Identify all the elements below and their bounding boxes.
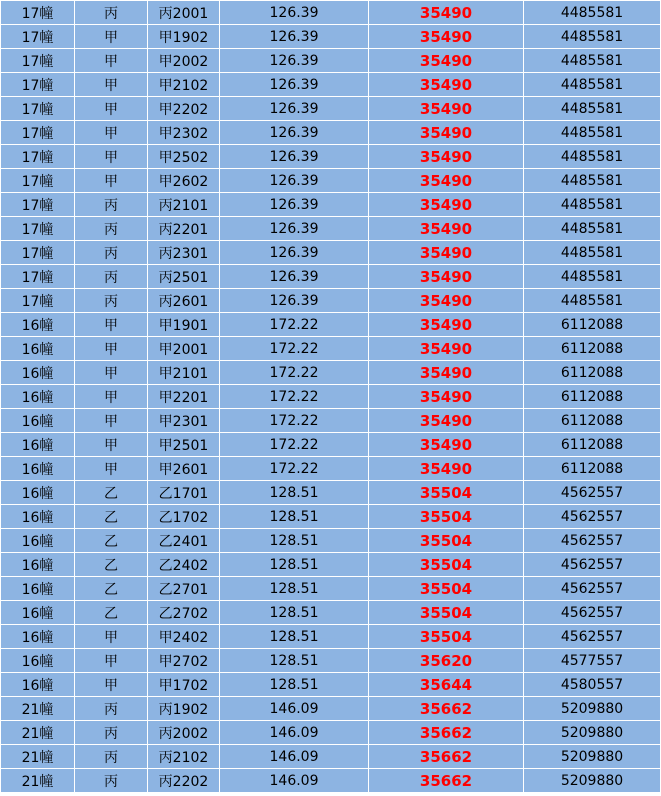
table-row bbox=[1, 313, 661, 337]
building-cell[interactable]: 16幢 bbox=[1, 361, 75, 385]
unit-cell[interactable]: 甲 bbox=[75, 433, 148, 457]
room-number-cell[interactable]: 丙2301 bbox=[148, 241, 220, 265]
room-number-cell[interactable]: 甲2202 bbox=[148, 97, 220, 121]
area-cell[interactable]: 126.39 bbox=[220, 145, 369, 169]
unit-cell[interactable]: 甲 bbox=[75, 673, 148, 697]
total-price-cell[interactable]: 6112088 bbox=[524, 433, 661, 457]
unit-cell[interactable]: 乙 bbox=[75, 553, 148, 577]
building-cell[interactable]: 16幢 bbox=[1, 409, 75, 433]
room-number-cell[interactable]: 丙2001 bbox=[148, 1, 220, 25]
unit-price-cell[interactable]: 35490 bbox=[369, 433, 524, 457]
table-row bbox=[1, 649, 661, 673]
area-cell[interactable]: 128.51 bbox=[220, 481, 369, 505]
room-number-cell[interactable]: 丙2601 bbox=[148, 289, 220, 313]
unit-price-cell[interactable]: 35504 bbox=[369, 529, 524, 553]
unit-cell[interactable]: 甲 bbox=[75, 457, 148, 481]
table-row bbox=[1, 241, 661, 265]
area-cell[interactable]: 128.51 bbox=[220, 673, 369, 697]
area-cell[interactable]: 172.22 bbox=[220, 385, 369, 409]
area-cell[interactable]: 128.51 bbox=[220, 577, 369, 601]
room-number-cell[interactable]: 甲2301 bbox=[148, 409, 220, 433]
area-cell[interactable]: 126.39 bbox=[220, 241, 369, 265]
building-cell[interactable]: 17幢 bbox=[1, 265, 75, 289]
total-price-cell[interactable]: 6112088 bbox=[524, 409, 661, 433]
area-cell[interactable]: 146.09 bbox=[220, 745, 369, 769]
unit-price-cell[interactable]: 35490 bbox=[369, 49, 524, 73]
unit-cell[interactable]: 甲 bbox=[75, 649, 148, 673]
area-cell[interactable]: 128.51 bbox=[220, 553, 369, 577]
unit-cell[interactable]: 甲 bbox=[75, 25, 148, 49]
total-price-cell[interactable]: 4485581 bbox=[524, 145, 661, 169]
unit-cell[interactable]: 甲 bbox=[75, 361, 148, 385]
unit-cell[interactable]: 丙 bbox=[75, 193, 148, 217]
unit-cell[interactable]: 丙 bbox=[75, 265, 148, 289]
area-cell[interactable]: 172.22 bbox=[220, 313, 369, 337]
room-number-cell[interactable]: 甲2102 bbox=[148, 73, 220, 97]
building-cell[interactable]: 16幢 bbox=[1, 529, 75, 553]
total-price-cell[interactable]: 6112088 bbox=[524, 361, 661, 385]
total-price-cell[interactable]: 4485581 bbox=[524, 97, 661, 121]
unit-cell[interactable]: 甲 bbox=[75, 385, 148, 409]
table-row bbox=[1, 385, 661, 409]
unit-cell[interactable]: 乙 bbox=[75, 481, 148, 505]
area-cell[interactable]: 126.39 bbox=[220, 217, 369, 241]
unit-cell[interactable]: 丙 bbox=[75, 745, 148, 769]
unit-price-cell[interactable]: 35504 bbox=[369, 625, 524, 649]
total-price-cell[interactable]: 4562557 bbox=[524, 625, 661, 649]
area-cell[interactable]: 146.09 bbox=[220, 721, 369, 745]
table-row bbox=[1, 697, 661, 721]
total-price-cell[interactable]: 4562557 bbox=[524, 505, 661, 529]
room-number-cell[interactable]: 乙1701 bbox=[148, 481, 220, 505]
building-cell[interactable]: 16幢 bbox=[1, 625, 75, 649]
unit-price-cell[interactable]: 35504 bbox=[369, 505, 524, 529]
total-price-cell[interactable]: 4577557 bbox=[524, 649, 661, 673]
table-row bbox=[1, 721, 661, 745]
area-cell[interactable]: 126.39 bbox=[220, 289, 369, 313]
building-cell[interactable]: 17幢 bbox=[1, 1, 75, 25]
area-cell[interactable]: 172.22 bbox=[220, 433, 369, 457]
table-row bbox=[1, 673, 661, 697]
unit-price-cell[interactable]: 35490 bbox=[369, 385, 524, 409]
total-price-cell[interactable]: 4485581 bbox=[524, 217, 661, 241]
total-price-cell[interactable]: 4580557 bbox=[524, 673, 661, 697]
table-row bbox=[1, 457, 661, 481]
unit-price-cell[interactable]: 35490 bbox=[369, 217, 524, 241]
building-cell[interactable]: 21幢 bbox=[1, 769, 75, 793]
area-cell[interactable]: 172.22 bbox=[220, 337, 369, 361]
total-price-cell[interactable]: 4562557 bbox=[524, 577, 661, 601]
unit-price-cell[interactable]: 35490 bbox=[369, 265, 524, 289]
building-cell[interactable]: 21幢 bbox=[1, 697, 75, 721]
total-price-cell[interactable]: 4562557 bbox=[524, 553, 661, 577]
total-price-cell[interactable]: 4485581 bbox=[524, 49, 661, 73]
unit-cell[interactable]: 甲 bbox=[75, 49, 148, 73]
unit-cell[interactable]: 甲 bbox=[75, 169, 148, 193]
area-cell[interactable]: 126.39 bbox=[220, 1, 369, 25]
total-price-cell[interactable]: 6112088 bbox=[524, 313, 661, 337]
room-number-cell[interactable]: 乙2401 bbox=[148, 529, 220, 553]
total-price-cell[interactable]: 4562557 bbox=[524, 481, 661, 505]
table-row bbox=[1, 361, 661, 385]
area-cell[interactable]: 126.39 bbox=[220, 97, 369, 121]
room-number-cell[interactable]: 甲2602 bbox=[148, 169, 220, 193]
total-price-cell[interactable]: 5209880 bbox=[524, 769, 661, 793]
unit-cell[interactable]: 甲 bbox=[75, 121, 148, 145]
unit-cell[interactable]: 丙 bbox=[75, 769, 148, 793]
table-row bbox=[1, 409, 661, 433]
unit-cell[interactable]: 乙 bbox=[75, 601, 148, 625]
building-cell[interactable]: 16幢 bbox=[1, 457, 75, 481]
total-price-cell[interactable]: 4485581 bbox=[524, 73, 661, 97]
total-price-cell[interactable]: 4485581 bbox=[524, 25, 661, 49]
room-number-cell[interactable]: 甲2002 bbox=[148, 49, 220, 73]
total-price-cell[interactable]: 5209880 bbox=[524, 745, 661, 769]
table-row bbox=[1, 745, 661, 769]
total-price-cell[interactable]: 4485581 bbox=[524, 265, 661, 289]
room-number-cell[interactable]: 丙2101 bbox=[148, 193, 220, 217]
building-cell[interactable]: 17幢 bbox=[1, 49, 75, 73]
total-price-cell[interactable]: 4485581 bbox=[524, 289, 661, 313]
building-cell[interactable]: 17幢 bbox=[1, 193, 75, 217]
area-cell[interactable]: 126.39 bbox=[220, 73, 369, 97]
table-row bbox=[1, 577, 661, 601]
room-number-cell[interactable]: 甲2702 bbox=[148, 649, 220, 673]
total-price-cell[interactable]: 5209880 bbox=[524, 697, 661, 721]
unit-price-cell[interactable]: 35490 bbox=[369, 241, 524, 265]
unit-price-cell[interactable]: 35490 bbox=[369, 193, 524, 217]
unit-price-cell[interactable]: 35490 bbox=[369, 1, 524, 25]
unit-cell[interactable]: 甲 bbox=[75, 337, 148, 361]
building-cell[interactable]: 21幢 bbox=[1, 745, 75, 769]
unit-price-cell[interactable]: 35662 bbox=[369, 721, 524, 745]
unit-price-cell[interactable]: 35504 bbox=[369, 553, 524, 577]
table-row bbox=[1, 97, 661, 121]
area-cell[interactable]: 172.22 bbox=[220, 457, 369, 481]
unit-price-cell[interactable]: 35490 bbox=[369, 409, 524, 433]
unit-cell[interactable]: 丙 bbox=[75, 217, 148, 241]
unit-cell[interactable]: 乙 bbox=[75, 529, 148, 553]
room-number-cell[interactable]: 丙2002 bbox=[148, 721, 220, 745]
table-row bbox=[1, 553, 661, 577]
room-number-cell[interactable]: 丙2201 bbox=[148, 217, 220, 241]
building-cell[interactable]: 17幢 bbox=[1, 121, 75, 145]
unit-cell[interactable]: 甲 bbox=[75, 97, 148, 121]
building-cell[interactable]: 16幢 bbox=[1, 505, 75, 529]
unit-price-cell[interactable]: 35490 bbox=[369, 73, 524, 97]
area-cell[interactable]: 172.22 bbox=[220, 361, 369, 385]
unit-price-cell[interactable]: 35490 bbox=[369, 289, 524, 313]
unit-cell[interactable]: 丙 bbox=[75, 1, 148, 25]
building-cell[interactable]: 21幢 bbox=[1, 721, 75, 745]
table-row bbox=[1, 337, 661, 361]
room-number-cell[interactable]: 丙1902 bbox=[148, 697, 220, 721]
building-cell[interactable]: 17幢 bbox=[1, 217, 75, 241]
unit-price-cell[interactable]: 35490 bbox=[369, 145, 524, 169]
total-price-cell[interactable]: 4562557 bbox=[524, 601, 661, 625]
unit-price-cell[interactable]: 35504 bbox=[369, 577, 524, 601]
unit-price-cell[interactable]: 35490 bbox=[369, 169, 524, 193]
building-cell[interactable]: 17幢 bbox=[1, 73, 75, 97]
area-cell[interactable]: 128.51 bbox=[220, 601, 369, 625]
room-number-cell[interactable]: 甲2601 bbox=[148, 457, 220, 481]
unit-cell[interactable]: 甲 bbox=[75, 73, 148, 97]
room-number-cell[interactable]: 甲2501 bbox=[148, 433, 220, 457]
building-cell[interactable]: 17幢 bbox=[1, 145, 75, 169]
building-cell[interactable]: 16幢 bbox=[1, 649, 75, 673]
unit-price-cell[interactable]: 35490 bbox=[369, 361, 524, 385]
building-cell[interactable]: 16幢 bbox=[1, 577, 75, 601]
area-cell[interactable]: 126.39 bbox=[220, 265, 369, 289]
table-row bbox=[1, 505, 661, 529]
total-price-cell[interactable]: 4485581 bbox=[524, 241, 661, 265]
room-number-cell[interactable]: 丙2202 bbox=[148, 769, 220, 793]
table-row bbox=[1, 25, 661, 49]
table-body bbox=[1, 1, 661, 793]
building-cell[interactable]: 16幢 bbox=[1, 601, 75, 625]
unit-price-cell[interactable]: 35504 bbox=[369, 481, 524, 505]
table-row bbox=[1, 145, 661, 169]
unit-price-cell[interactable]: 35662 bbox=[369, 697, 524, 721]
building-cell[interactable]: 16幢 bbox=[1, 481, 75, 505]
room-number-cell[interactable]: 甲2001 bbox=[148, 337, 220, 361]
room-number-cell[interactable]: 甲2201 bbox=[148, 385, 220, 409]
room-number-cell[interactable]: 乙1702 bbox=[148, 505, 220, 529]
building-cell[interactable]: 16幢 bbox=[1, 433, 75, 457]
building-cell[interactable]: 17幢 bbox=[1, 289, 75, 313]
total-price-cell[interactable]: 6112088 bbox=[524, 337, 661, 361]
total-price-cell[interactable]: 4562557 bbox=[524, 529, 661, 553]
area-cell[interactable]: 126.39 bbox=[220, 193, 369, 217]
table-row bbox=[1, 289, 661, 313]
table-row bbox=[1, 625, 661, 649]
room-number-cell[interactable]: 乙2701 bbox=[148, 577, 220, 601]
room-number-cell[interactable]: 丙2501 bbox=[148, 265, 220, 289]
unit-price-cell[interactable]: 35490 bbox=[369, 121, 524, 145]
building-cell[interactable]: 16幢 bbox=[1, 313, 75, 337]
unit-price-cell[interactable]: 35644 bbox=[369, 673, 524, 697]
total-price-cell[interactable]: 4485581 bbox=[524, 169, 661, 193]
table-row bbox=[1, 73, 661, 97]
unit-price-cell[interactable]: 35490 bbox=[369, 337, 524, 361]
area-cell[interactable]: 126.39 bbox=[220, 169, 369, 193]
total-price-cell[interactable]: 6112088 bbox=[524, 457, 661, 481]
room-number-cell[interactable]: 甲1902 bbox=[148, 25, 220, 49]
room-number-cell[interactable]: 丙2102 bbox=[148, 745, 220, 769]
unit-cell[interactable]: 丙 bbox=[75, 289, 148, 313]
building-cell[interactable]: 17幢 bbox=[1, 97, 75, 121]
room-number-cell[interactable]: 甲2101 bbox=[148, 361, 220, 385]
room-number-cell[interactable]: 甲1901 bbox=[148, 313, 220, 337]
total-price-cell[interactable]: 4485581 bbox=[524, 121, 661, 145]
unit-cell[interactable]: 丙 bbox=[75, 697, 148, 721]
unit-price-cell[interactable]: 35662 bbox=[369, 745, 524, 769]
room-number-cell[interactable]: 甲2302 bbox=[148, 121, 220, 145]
area-cell[interactable]: 128.51 bbox=[220, 505, 369, 529]
unit-price-cell[interactable]: 35504 bbox=[369, 601, 524, 625]
room-number-cell[interactable]: 乙2402 bbox=[148, 553, 220, 577]
unit-cell[interactable]: 甲 bbox=[75, 313, 148, 337]
table-row bbox=[1, 169, 661, 193]
unit-price-cell[interactable]: 35490 bbox=[369, 25, 524, 49]
table-row bbox=[1, 265, 661, 289]
total-price-cell[interactable]: 4485581 bbox=[524, 1, 661, 25]
table-row bbox=[1, 529, 661, 553]
table-row bbox=[1, 193, 661, 217]
unit-price-cell[interactable]: 35620 bbox=[369, 649, 524, 673]
area-cell[interactable]: 128.51 bbox=[220, 625, 369, 649]
table-row bbox=[1, 1, 661, 25]
building-cell[interactable]: 17幢 bbox=[1, 241, 75, 265]
unit-cell[interactable]: 甲 bbox=[75, 625, 148, 649]
table-row bbox=[1, 481, 661, 505]
building-cell[interactable]: 16幢 bbox=[1, 337, 75, 361]
table-row bbox=[1, 433, 661, 457]
room-number-cell[interactable]: 乙2702 bbox=[148, 601, 220, 625]
unit-cell[interactable]: 丙 bbox=[75, 721, 148, 745]
unit-price-cell[interactable]: 35662 bbox=[369, 769, 524, 793]
table-row bbox=[1, 601, 661, 625]
unit-cell[interactable]: 甲 bbox=[75, 409, 148, 433]
room-number-cell[interactable]: 甲1702 bbox=[148, 673, 220, 697]
room-number-cell[interactable]: 甲2502 bbox=[148, 145, 220, 169]
area-cell[interactable]: 126.39 bbox=[220, 121, 369, 145]
area-cell[interactable]: 128.51 bbox=[220, 649, 369, 673]
area-cell[interactable]: 126.39 bbox=[220, 49, 369, 73]
unit-cell[interactable]: 乙 bbox=[75, 505, 148, 529]
building-cell[interactable]: 16幢 bbox=[1, 553, 75, 577]
unit-price-cell[interactable]: 35490 bbox=[369, 97, 524, 121]
table-row bbox=[1, 49, 661, 73]
unit-cell[interactable]: 甲 bbox=[75, 145, 148, 169]
area-cell[interactable]: 172.22 bbox=[220, 409, 369, 433]
building-cell[interactable]: 17幢 bbox=[1, 169, 75, 193]
total-price-cell[interactable]: 4485581 bbox=[524, 193, 661, 217]
building-cell[interactable]: 16幢 bbox=[1, 385, 75, 409]
table-row bbox=[1, 217, 661, 241]
building-cell[interactable]: 16幢 bbox=[1, 673, 75, 697]
total-price-cell[interactable]: 6112088 bbox=[524, 385, 661, 409]
building-cell[interactable]: 17幢 bbox=[1, 25, 75, 49]
total-price-cell[interactable]: 5209880 bbox=[524, 721, 661, 745]
area-cell[interactable]: 146.09 bbox=[220, 697, 369, 721]
unit-price-cell[interactable]: 35490 bbox=[369, 313, 524, 337]
room-number-cell[interactable]: 甲2402 bbox=[148, 625, 220, 649]
unit-price-cell[interactable]: 35490 bbox=[369, 457, 524, 481]
unit-cell[interactable]: 丙 bbox=[75, 241, 148, 265]
area-cell[interactable]: 146.09 bbox=[220, 769, 369, 793]
area-cell[interactable]: 128.51 bbox=[220, 529, 369, 553]
table-row bbox=[1, 769, 661, 793]
unit-cell[interactable]: 乙 bbox=[75, 577, 148, 601]
table-row bbox=[1, 121, 661, 145]
area-cell[interactable]: 126.39 bbox=[220, 25, 369, 49]
